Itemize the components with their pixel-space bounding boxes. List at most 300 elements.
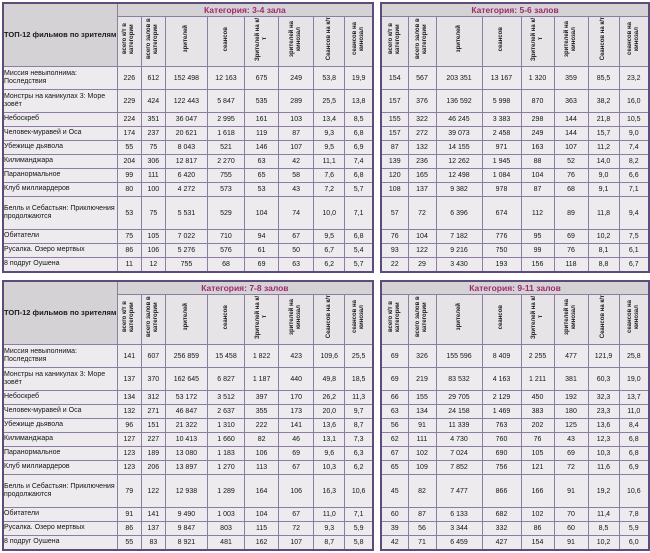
column-header-label: сеансов [498, 304, 505, 330]
data-cell: 20,0 [314, 405, 345, 419]
table-row [3, 522, 373, 536]
table-row [381, 113, 649, 127]
column-header-7 [619, 295, 649, 345]
data-cell: 7,2 [314, 183, 345, 197]
data-cell: 136 592 [436, 90, 482, 113]
data-cell: 236 [408, 155, 436, 169]
data-cell: 46 847 [165, 405, 207, 419]
data-cell: 10,2 [588, 536, 619, 551]
data-cell: 12,3 [588, 433, 619, 447]
film-name-cell: Миссия невыполнима: Последствия [3, 67, 117, 90]
table-row [381, 475, 649, 508]
data-cell: 46 [279, 433, 314, 447]
data-cell: 1 289 [207, 475, 244, 508]
table-row [3, 475, 373, 508]
data-cell: 256 859 [165, 345, 207, 368]
data-cell: 155 596 [436, 345, 482, 368]
data-cell: 15,7 [588, 127, 619, 141]
column-header-label: сеансов на кинозал [626, 300, 640, 334]
table-title: Категория: 9-11 залов [381, 281, 649, 295]
column-header-label: всего залов в категории [146, 296, 160, 338]
data-cell: 42 [279, 155, 314, 169]
column-header-1 [141, 295, 165, 345]
data-cell: 60 [381, 508, 408, 522]
data-cell: 68 [207, 258, 244, 273]
table-row [381, 141, 649, 155]
data-cell: 60,3 [588, 368, 619, 391]
data-cell: 5,7 [345, 183, 373, 197]
data-cell: 69 [279, 447, 314, 461]
data-cell: 7 852 [436, 461, 482, 475]
data-cell: 82 [408, 475, 436, 508]
data-cell: 113 [245, 461, 279, 475]
data-cell: 43 [554, 433, 588, 447]
column-header-5 [554, 295, 588, 345]
table-row [381, 155, 649, 169]
data-cell: 7 182 [436, 230, 482, 244]
data-cell: 675 [245, 67, 279, 90]
data-cell: 1 211 [521, 368, 554, 391]
data-cell: 141 [117, 345, 141, 368]
column-header-5 [554, 17, 588, 67]
film-name-cell: Белль и Себастьян: Приключения продолжаются [3, 197, 117, 230]
data-cell: 86 [117, 244, 141, 258]
data-cell: 355 [245, 405, 279, 419]
table-row [3, 230, 373, 244]
data-cell: 65 [245, 169, 279, 183]
data-cell: 8,1 [588, 244, 619, 258]
data-cell: 4 730 [436, 433, 482, 447]
data-cell: 39 073 [436, 127, 482, 141]
data-cell: 612 [141, 67, 165, 90]
data-cell: 180 [554, 405, 588, 419]
table-row [381, 244, 649, 258]
data-cell: 132 [408, 141, 436, 155]
table-row [381, 405, 649, 419]
data-cell: 10,6 [345, 475, 373, 508]
data-cell: 3 512 [207, 391, 244, 405]
data-cell: 6,3 [345, 447, 373, 461]
data-cell: 19,2 [588, 475, 619, 508]
data-cell: 249 [521, 127, 554, 141]
data-cell: 2 270 [207, 155, 244, 169]
data-cell: 326 [408, 345, 436, 368]
data-cell: 106 [141, 244, 165, 258]
data-cell: 359 [554, 67, 588, 90]
column-header-label: Зрителей на к/т [254, 17, 268, 61]
film-name-cell: Паранормальное [3, 169, 117, 183]
data-cell: 203 351 [436, 67, 482, 90]
table-row [3, 391, 373, 405]
column-header-label: зрителей на кинозал [564, 21, 577, 57]
data-cell: 60 [554, 522, 588, 536]
data-cell: 8,5 [345, 113, 373, 127]
data-cell: 5 847 [207, 90, 244, 113]
data-cell: 10 413 [165, 433, 207, 447]
data-cell: 6 396 [436, 197, 482, 230]
data-cell: 118 [554, 258, 588, 273]
data-cell: 2 458 [482, 127, 521, 141]
data-cell: 161 [245, 113, 279, 127]
data-cell: 137 [141, 522, 165, 536]
table-row [381, 461, 649, 475]
data-cell: 10,3 [314, 461, 345, 475]
data-cell: 107 [554, 141, 588, 155]
data-cell: 9,3 [314, 522, 345, 536]
data-cell: 14 155 [436, 141, 482, 155]
data-cell: 122 443 [165, 90, 207, 113]
data-cell: 289 [279, 90, 314, 113]
data-cell: 9,7 [345, 405, 373, 419]
data-cell: 750 [482, 244, 521, 258]
data-cell: 222 [245, 419, 279, 433]
data-cell: 99 [117, 169, 141, 183]
data-cell: 16,3 [314, 475, 345, 508]
data-cell: 91 [117, 508, 141, 522]
data-cell: 69 [245, 258, 279, 273]
data-cell: 6 827 [207, 368, 244, 391]
data-cell: 11,8 [588, 197, 619, 230]
data-cell: 6,2 [345, 461, 373, 475]
column-header-7 [345, 295, 373, 345]
film-name-cell: Килиманджара [3, 433, 117, 447]
data-cell: 106 [279, 475, 314, 508]
data-cell: 1 187 [245, 368, 279, 391]
data-cell: 9 847 [165, 522, 207, 536]
data-cell: 7,4 [345, 155, 373, 169]
data-cell: 88 [521, 155, 554, 169]
column-header-2 [436, 295, 482, 345]
data-cell: 237 [141, 127, 165, 141]
table-row [381, 345, 649, 368]
data-cell: 7 477 [436, 475, 482, 508]
table-row [381, 127, 649, 141]
data-cell: 756 [482, 461, 521, 475]
data-cell: 109 [408, 461, 436, 475]
column-header-6 [588, 17, 619, 67]
data-cell: 6,7 [619, 258, 649, 273]
data-cell: 111 [141, 169, 165, 183]
data-cell: 91 [554, 536, 588, 551]
data-cell: 63 [245, 155, 279, 169]
data-cell: 69 [554, 447, 588, 461]
film-name-cell: Человек-муравей и Оса [3, 405, 117, 419]
column-header-1 [408, 17, 436, 67]
data-cell: 13 080 [165, 447, 207, 461]
data-cell: 25,5 [314, 90, 345, 113]
column-header-label: всего к/т в категории [122, 301, 136, 333]
data-cell: 123 [117, 461, 141, 475]
data-cell: 100 [141, 183, 165, 197]
data-cell: 87 [381, 141, 408, 155]
data-cell: 6,2 [314, 258, 345, 273]
data-cell: 93 [381, 244, 408, 258]
data-cell: 11,3 [345, 391, 373, 405]
data-cell: 12 817 [165, 155, 207, 169]
data-cell: 122 [408, 244, 436, 258]
data-cell: 6,8 [345, 169, 373, 183]
data-cell: 192 [554, 391, 588, 405]
data-cell: 99 [521, 244, 554, 258]
table-row [381, 522, 649, 536]
column-header-label: сеансов на кинозал [626, 22, 640, 56]
data-cell: 332 [482, 522, 521, 536]
data-cell: 1 618 [207, 127, 244, 141]
data-cell: 111 [408, 433, 436, 447]
data-cell: 5,7 [345, 258, 373, 273]
data-cell: 104 [408, 230, 436, 244]
data-cell: 69 [554, 230, 588, 244]
film-name-cell: Монстры на каникулах 3: Море зовёт [3, 90, 117, 113]
data-cell: 11 [117, 258, 141, 273]
table-row [3, 345, 373, 368]
column-header-4 [245, 17, 279, 67]
column-header-label: всего к/т в категории [387, 301, 401, 333]
data-cell: 6,9 [345, 141, 373, 155]
category-table-5-6-halls [380, 2, 648, 273]
data-cell: 144 [554, 127, 588, 141]
data-cell: 13,6 [588, 419, 619, 433]
table-row [3, 90, 373, 113]
data-cell: 6,8 [619, 433, 649, 447]
data-cell: 5,4 [345, 244, 373, 258]
data-cell: 6 420 [165, 169, 207, 183]
table-row [3, 536, 373, 551]
data-cell: 13,7 [619, 391, 649, 405]
column-header-label: сеансов на кинозал [351, 22, 365, 56]
data-cell: 151 [141, 419, 165, 433]
category-table-9-11-halls [380, 280, 648, 551]
report-table [2, 280, 374, 551]
data-cell: 10,2 [588, 230, 619, 244]
table-row [3, 183, 373, 197]
data-cell: 164 [245, 475, 279, 508]
data-cell: 11,0 [314, 508, 345, 522]
data-cell: 53,8 [314, 67, 345, 90]
film-name-cell: Человек-муравей и Оса [3, 127, 117, 141]
data-cell: 866 [482, 475, 521, 508]
data-cell: 120 [381, 169, 408, 183]
data-cell: 7,1 [345, 197, 373, 230]
table-row [3, 433, 373, 447]
top12-films-label: ТОП-12 фильмов по зрителям [3, 281, 117, 345]
data-cell: 112 [521, 197, 554, 230]
data-cell: 67 [279, 508, 314, 522]
data-cell: 86 [117, 522, 141, 536]
column-header-2 [436, 17, 482, 67]
data-cell: 10,0 [314, 197, 345, 230]
table-row [3, 113, 373, 127]
table-row [381, 391, 649, 405]
data-cell: 15 458 [207, 345, 244, 368]
data-cell: 8 409 [482, 345, 521, 368]
data-cell: 7,1 [345, 508, 373, 522]
data-cell: 682 [482, 508, 521, 522]
data-cell: 760 [482, 433, 521, 447]
data-cell: 155 [381, 113, 408, 127]
data-cell: 121,9 [588, 345, 619, 368]
data-cell: 80 [117, 183, 141, 197]
data-cell: 7,6 [314, 169, 345, 183]
data-cell: 9,4 [619, 197, 649, 230]
column-header-6 [314, 295, 345, 345]
table-row [381, 368, 649, 391]
data-cell: 55 [117, 536, 141, 551]
data-cell: 85,5 [588, 67, 619, 90]
data-cell: 58 [279, 169, 314, 183]
column-header-5 [279, 295, 314, 345]
data-cell: 1 469 [482, 405, 521, 419]
data-cell: 25,8 [619, 345, 649, 368]
data-cell: 87 [279, 127, 314, 141]
column-header-label: сеансов на кинозал [351, 300, 365, 334]
data-cell: 52 [554, 155, 588, 169]
table-row [3, 169, 373, 183]
data-cell: 173 [279, 405, 314, 419]
film-name-cell: 8 подруг Оушена [3, 536, 117, 551]
table-row [3, 141, 373, 155]
data-cell: 107 [279, 141, 314, 155]
film-name-cell: 8 подруг Оушена [3, 258, 117, 273]
data-cell: 53 [245, 183, 279, 197]
film-name-cell: Небоскреб [3, 113, 117, 127]
data-cell: 5 276 [165, 244, 207, 258]
data-cell: 6,8 [345, 230, 373, 244]
data-cell: 42 [381, 536, 408, 551]
column-header-label: зрителей на кинозал [564, 299, 577, 335]
data-cell: 18,5 [345, 368, 373, 391]
data-cell: 370 [141, 368, 165, 391]
data-cell: 9,0 [619, 127, 649, 141]
data-cell: 427 [482, 536, 521, 551]
data-cell: 19,9 [345, 67, 373, 90]
data-cell: 69 [381, 345, 408, 368]
data-cell: 65 [381, 461, 408, 475]
data-cell: 170 [279, 391, 314, 405]
data-cell: 57 [381, 197, 408, 230]
table-row [3, 67, 373, 90]
data-cell: 226 [117, 67, 141, 90]
data-cell: 162 [245, 536, 279, 551]
data-cell: 440 [279, 368, 314, 391]
data-cell: 115 [245, 522, 279, 536]
data-cell: 38,2 [588, 90, 619, 113]
data-cell: 5,9 [619, 522, 649, 536]
column-header-label: зрителей [455, 303, 462, 331]
data-cell: 104 [245, 197, 279, 230]
column-header-4 [521, 295, 554, 345]
data-cell: 363 [554, 90, 588, 113]
data-cell: 87 [408, 508, 436, 522]
data-cell: 11,4 [588, 508, 619, 522]
data-cell: 119 [245, 127, 279, 141]
table-row [3, 258, 373, 273]
report-table [380, 2, 650, 273]
data-cell: 1 320 [521, 67, 554, 90]
column-header-label: сеансов [498, 26, 505, 52]
column-header-0 [381, 295, 408, 345]
data-cell: 5,8 [345, 536, 373, 551]
table-row [3, 127, 373, 141]
data-cell: 62 [381, 433, 408, 447]
top12-films-label: ТОП-12 фильмов по зрителям [3, 3, 117, 67]
data-cell: 144 [554, 113, 588, 127]
data-cell: 105 [141, 230, 165, 244]
data-cell: 63 [381, 405, 408, 419]
data-cell: 29 705 [436, 391, 482, 405]
data-cell: 56 [381, 419, 408, 433]
data-cell: 1 183 [207, 447, 244, 461]
column-header-label: зрителей на кинозал [289, 21, 303, 57]
data-cell: 573 [207, 183, 244, 197]
data-cell: 89 [554, 197, 588, 230]
data-cell: 6,1 [619, 244, 649, 258]
column-header-3 [207, 17, 244, 67]
data-cell: 1 822 [245, 345, 279, 368]
data-cell: 351 [141, 113, 165, 127]
data-cell: 29 [408, 258, 436, 273]
data-cell: 91 [554, 475, 588, 508]
data-cell: 7 022 [165, 230, 207, 244]
data-cell: 3 383 [482, 113, 521, 127]
data-cell: 49,8 [314, 368, 345, 391]
data-cell: 96 [117, 419, 141, 433]
film-name-cell: Клуб миллиардеров [3, 183, 117, 197]
data-cell: 2 129 [482, 391, 521, 405]
data-cell: 94 [245, 230, 279, 244]
data-cell: 6,8 [345, 127, 373, 141]
data-cell: 690 [482, 447, 521, 461]
data-cell: 13,6 [314, 419, 345, 433]
table-row [3, 368, 373, 391]
data-cell: 11,2 [588, 141, 619, 155]
data-cell: 6 133 [436, 508, 482, 522]
data-cell: 26,2 [314, 391, 345, 405]
data-cell: 576 [207, 244, 244, 258]
table-row [3, 508, 373, 522]
data-cell: 312 [141, 391, 165, 405]
column-header-7 [619, 17, 649, 67]
data-cell: 189 [141, 447, 165, 461]
column-header-3 [482, 17, 521, 67]
data-cell: 157 [381, 90, 408, 113]
data-cell: 66 [381, 391, 408, 405]
data-cell: 139 [381, 155, 408, 169]
data-cell: 11 339 [436, 419, 482, 433]
table-row [381, 183, 649, 197]
data-cell: 12 498 [436, 169, 482, 183]
data-cell: 162 645 [165, 368, 207, 391]
data-cell: 109,6 [314, 345, 345, 368]
film-name-cell: Убежище дьявола [3, 141, 117, 155]
data-cell: 567 [408, 67, 436, 90]
data-cell: 272 [408, 127, 436, 141]
film-name-cell: Обитатели [3, 508, 117, 522]
data-cell: 67 [381, 447, 408, 461]
data-cell: 83 [141, 536, 165, 551]
column-header-label: сеансов [222, 304, 229, 330]
data-cell: 21 322 [165, 419, 207, 433]
column-header-label: Сеансов на к/т [325, 17, 332, 61]
data-cell: 82 [245, 433, 279, 447]
table-row [381, 419, 649, 433]
data-cell: 9,0 [588, 169, 619, 183]
table-row [3, 461, 373, 475]
data-cell: 70 [554, 508, 588, 522]
data-cell: 10,3 [588, 447, 619, 461]
data-cell: 134 [117, 391, 141, 405]
data-cell: 8,4 [619, 419, 649, 433]
